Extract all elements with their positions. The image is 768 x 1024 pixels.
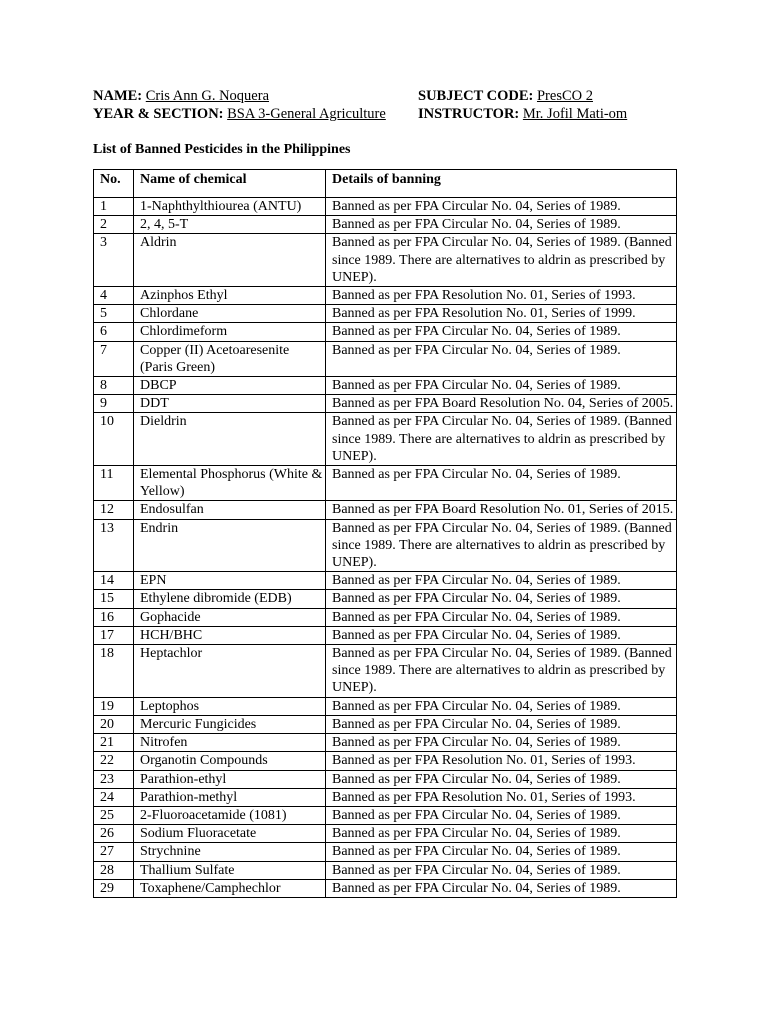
chemical-name: Thallium Sulfate [134, 861, 326, 879]
row-number: 26 [94, 825, 134, 843]
banning-details: Banned as per FPA Circular No. 04, Series of 1989. [326, 466, 677, 501]
year-section-value: BSA 3-General Agriculture [227, 106, 386, 122]
row-number: 16 [94, 608, 134, 626]
table-header-row [94, 170, 677, 198]
column-header-no: No. [94, 170, 134, 198]
chemical-name: Dieldrin [134, 413, 326, 466]
column-header-details: Details of banning [326, 170, 677, 198]
table-row [94, 234, 677, 287]
banning-details: Banned as per FPA Circular No. 04, Series of 1989. [326, 377, 677, 395]
row-number: 12 [94, 501, 134, 519]
chemical-name: 2, 4, 5-T [134, 216, 326, 234]
row-number: 4 [94, 287, 134, 305]
table-row [94, 413, 677, 466]
row-number: 3 [94, 234, 134, 287]
banning-details: Banned as per FPA Circular No. 04, Series of 1989. (Banned since 1989. There are alternatives to aldrin as prescribed by UNEP). [326, 645, 677, 698]
table-row [94, 572, 677, 590]
banning-details: Banned as per FPA Circular No. 04, Series of 1989. [326, 861, 677, 879]
chemical-name: Chlordane [134, 305, 326, 323]
table-row [94, 715, 677, 733]
table-row [94, 608, 677, 626]
table-row [94, 770, 677, 788]
name-field [93, 87, 269, 105]
chemical-name: Parathion-ethyl [134, 770, 326, 788]
chemical-name: DBCP [134, 377, 326, 395]
chemical-name: Strychnine [134, 843, 326, 861]
row-number: 27 [94, 843, 134, 861]
banning-details: Banned as per FPA Circular No. 04, Series of 1989. [326, 715, 677, 733]
document-page [93, 87, 676, 896]
table-row [94, 305, 677, 323]
chemical-name: HCH/BHC [134, 626, 326, 644]
table-row [94, 590, 677, 608]
subject-code-label: SUBJECT CODE: [418, 88, 534, 104]
banning-details: Banned as per FPA Circular No. 04, Series of 1989. [326, 608, 677, 626]
chemical-name: Heptachlor [134, 645, 326, 698]
chemical-name: Endosulfan [134, 501, 326, 519]
row-number: 2 [94, 216, 134, 234]
table-row [94, 198, 677, 216]
row-number: 5 [94, 305, 134, 323]
row-number: 22 [94, 752, 134, 770]
row-number: 18 [94, 645, 134, 698]
table-row [94, 626, 677, 644]
row-number: 28 [94, 861, 134, 879]
banning-details: Banned as per FPA Circular No. 04, Series of 1989. [326, 734, 677, 752]
chemical-name: Sodium Fluoracetate [134, 825, 326, 843]
year-section-label: YEAR & SECTION: [93, 106, 224, 122]
chemical-name: Leptophos [134, 697, 326, 715]
table-row [94, 861, 677, 879]
row-number: 1 [94, 198, 134, 216]
chemical-name: Mercuric Fungicides [134, 715, 326, 733]
row-number: 14 [94, 572, 134, 590]
table-row [94, 501, 677, 519]
year-section-field [93, 105, 386, 123]
chemical-name: DDT [134, 395, 326, 413]
chemical-name: Nitrofen [134, 734, 326, 752]
instructor-label: INSTRUCTOR: [418, 106, 520, 122]
table-row [94, 377, 677, 395]
row-number: 17 [94, 626, 134, 644]
table-body [94, 198, 677, 898]
banning-details: Banned as per FPA Circular No. 04, Series of 1989. [326, 626, 677, 644]
row-number: 8 [94, 377, 134, 395]
row-number: 10 [94, 413, 134, 466]
banning-details: Banned as per FPA Resolution No. 01, Series of 1993. [326, 752, 677, 770]
chemical-name: Aldrin [134, 234, 326, 287]
banning-details: Banned as per FPA Circular No. 04, Series of 1989. [326, 590, 677, 608]
table-row [94, 843, 677, 861]
table-row [94, 788, 677, 806]
banning-details: Banned as per FPA Circular No. 04, Series of 1989. [326, 198, 677, 216]
banning-details: Banned as per FPA Circular No. 04, Series of 1989. [326, 341, 677, 376]
table-row [94, 879, 677, 897]
banning-details: Banned as per FPA Circular No. 04, Series of 1989. [326, 697, 677, 715]
chemical-name: Gophacide [134, 608, 326, 626]
table-row [94, 645, 677, 698]
chemical-name: Azinphos Ethyl [134, 287, 326, 305]
chemical-name: Toxaphene/Camphechlor [134, 879, 326, 897]
name-label: NAME: [93, 88, 143, 104]
banned-pesticides-table [93, 169, 677, 898]
table-row [94, 697, 677, 715]
chemical-name: Copper (II) Acetoaresenite (Paris Green) [134, 341, 326, 376]
banning-details: Banned as per FPA Circular No. 04, Series of 1989. [326, 806, 677, 824]
row-number: 13 [94, 519, 134, 572]
banning-details: Banned as per FPA Circular No. 04, Series of 1989. (Banned since 1989. There are alternatives to aldrin as prescribed by UNEP). [326, 234, 677, 287]
row-number: 20 [94, 715, 134, 733]
banning-details: Banned as per FPA Circular No. 04, Series of 1989. [326, 323, 677, 341]
chemical-name: Parathion-methyl [134, 788, 326, 806]
instructor-field [418, 105, 627, 123]
chemical-name: EPN [134, 572, 326, 590]
subject-code-value: PresCO 2 [536, 88, 593, 104]
banning-details: Banned as per FPA Circular No. 04, Series of 1989. [326, 572, 677, 590]
banning-details: Banned as per FPA Circular No. 04, Series of 1989. (Banned since 1989. There are alternatives to aldrin as prescribed by UNEP). [326, 413, 677, 466]
subject-code-field [418, 87, 593, 105]
row-number: 15 [94, 590, 134, 608]
table-row [94, 216, 677, 234]
row-number: 9 [94, 395, 134, 413]
name-value: Cris Ann G. Noquera [145, 88, 270, 104]
document-title: List of Banned Pesticides in the Philippines [93, 142, 351, 157]
banning-details: Banned as per FPA Board Resolution No. 01, Series of 2015. [326, 501, 677, 519]
chemical-name: Elemental Phosphorus (White & Yellow) [134, 466, 326, 501]
row-number: 6 [94, 323, 134, 341]
table-row [94, 341, 677, 376]
banning-details: Banned as per FPA Board Resolution No. 04, Series of 2005. [326, 395, 677, 413]
banning-details: Banned as per FPA Resolution No. 01, Series of 1993. [326, 788, 677, 806]
document-header [93, 87, 676, 123]
banning-details: Banned as per FPA Circular No. 04, Series of 1989. [326, 216, 677, 234]
banning-details: Banned as per FPA Resolution No. 01, Series of 1993. [326, 287, 677, 305]
table-row [94, 519, 677, 572]
banning-details: Banned as per FPA Resolution No. 01, Series of 1999. [326, 305, 677, 323]
banning-details: Banned as per FPA Circular No. 04, Series of 1989. [326, 825, 677, 843]
table-row [94, 395, 677, 413]
table-row [94, 287, 677, 305]
instructor-value: Mr. Jofil Mati-om [522, 106, 628, 122]
row-number: 24 [94, 788, 134, 806]
table-row [94, 752, 677, 770]
table-row [94, 806, 677, 824]
table-row [94, 323, 677, 341]
chemical-name: 1-Naphthylthiourea (ANTU) [134, 198, 326, 216]
chemical-name: Endrin [134, 519, 326, 572]
banning-details: Banned as per FPA Circular No. 04, Series of 1989. [326, 770, 677, 788]
table-row [94, 734, 677, 752]
row-number: 29 [94, 879, 134, 897]
row-number: 21 [94, 734, 134, 752]
column-header-name: Name of chemical [134, 170, 326, 198]
chemical-name: Chlordimeform [134, 323, 326, 341]
row-number: 19 [94, 697, 134, 715]
chemical-name: Ethylene dibromide (EDB) [134, 590, 326, 608]
row-number: 11 [94, 466, 134, 501]
chemical-name: Organotin Compounds [134, 752, 326, 770]
banning-details: Banned as per FPA Circular No. 04, Series of 1989. (Banned since 1989. There are alternatives to aldrin as prescribed by UNEP). [326, 519, 677, 572]
table-row [94, 825, 677, 843]
table-row [94, 466, 677, 501]
chemical-name: 2-Fluoroacetamide (1081) [134, 806, 326, 824]
banning-details: Banned as per FPA Circular No. 04, Series of 1989. [326, 843, 677, 861]
banning-details: Banned as per FPA Circular No. 04, Series of 1989. [326, 879, 677, 897]
row-number: 25 [94, 806, 134, 824]
row-number: 23 [94, 770, 134, 788]
row-number: 7 [94, 341, 134, 376]
